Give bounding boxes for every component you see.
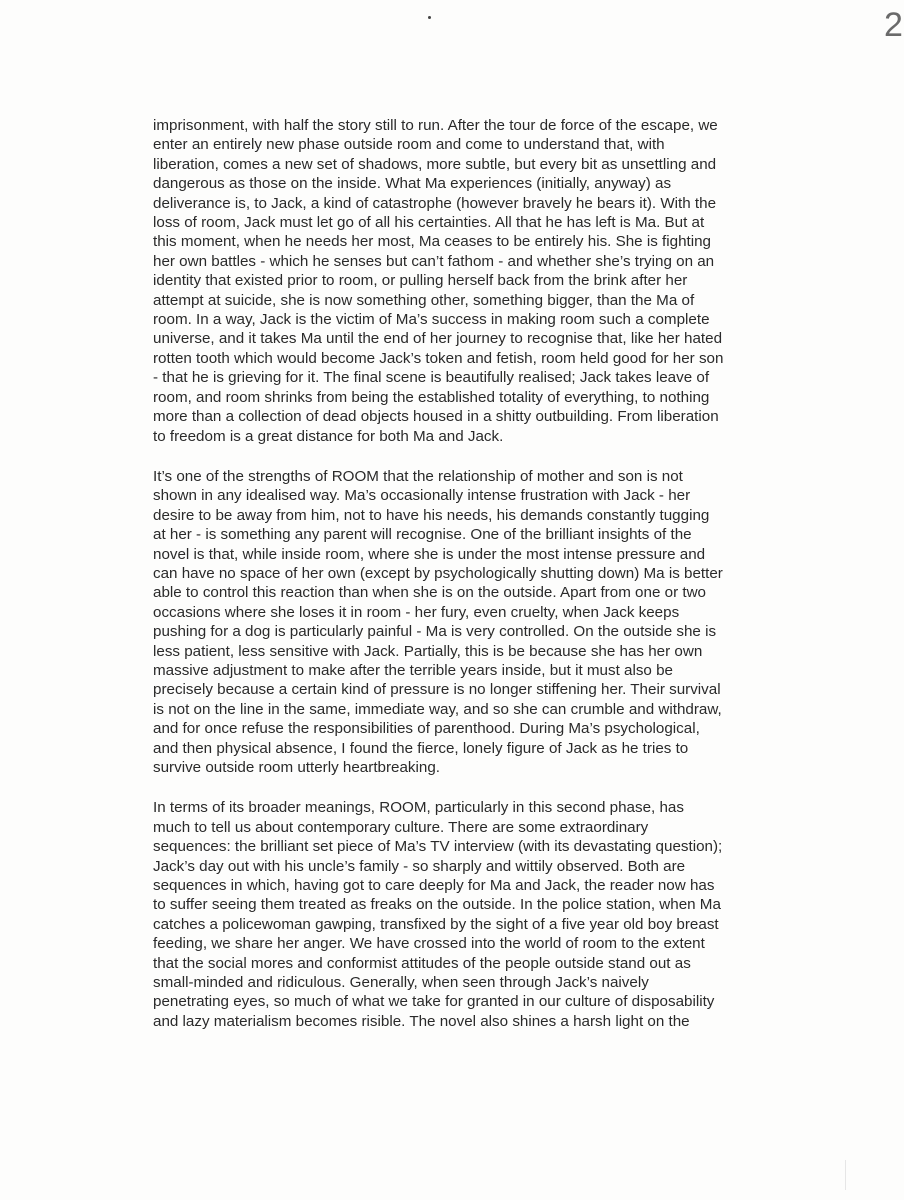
text-line: more than a collection of dead objects housed in a shitty outbuilding. From liberation	[153, 408, 719, 426]
text-line: imprisonment, with half the story still to run. After the tour de force of the escape, we	[153, 117, 718, 134]
text-line: loss of room, Jack must let go of all his certainties. All that he has left is Ma. But at	[153, 214, 705, 232]
text-line: pushing for a dog is particularly painful - Ma is very controlled. On the outside she is	[153, 623, 717, 641]
text-line: less patient, less sensitive with Jack. Partially, this is be because she has her own	[153, 642, 703, 660]
text-line: liberation, comes a new set of shadows, more subtle, but every bit as unsettling and	[153, 155, 717, 173]
text-line: able to control this reaction than when she is on the outside. Apart from one or two	[153, 584, 706, 602]
text-line: identity that existed prior to room, or pulling herself back from the brink after her	[153, 272, 688, 290]
scan-speck	[428, 16, 431, 19]
text-line: to freedom is a great distance for both Ma and Jack.	[153, 427, 504, 445]
text-line: survive outside room utterly heartbreaking.	[153, 759, 441, 776]
text-line: desire to be away from him, not to have his needs, his demands constantly tugging	[153, 506, 710, 524]
text-line: and lazy materialism becomes risible. The novel also shines a harsh light on the	[153, 1012, 690, 1030]
text-line: room, and room shrinks from being the established totality of everything, to nothing	[153, 388, 710, 406]
page-number: 2	[884, 8, 903, 42]
text-line: In terms of its broader meanings, ROOM, particularly in this second phase, has	[153, 799, 684, 817]
text-line: universe, and it takes Ma until the end of her journey to recognise that, like her hated	[153, 330, 723, 348]
paragraph-3	[153, 798, 773, 1031]
text-line: sequences: the brilliant set piece of Ma’s TV interview (with its devastating question);	[153, 838, 723, 856]
paragraph-1	[153, 116, 773, 446]
text-line: catches a policewoman gawping, transfixed by the sight of a five year old boy breast	[153, 915, 719, 933]
text-line: penetrating eyes, so much of what we take for granted in our culture of disposability	[153, 993, 715, 1011]
text-line: occasions where she loses it in room - her fury, even cruelty, when Jack keeps	[153, 603, 680, 621]
text-line: massive adjustment to make after the terrible years inside, but it must also be	[153, 661, 673, 679]
text-line: room. In a way, Jack is the victim of Ma’s success in making room such a complete	[153, 311, 710, 329]
text-line: this moment, when he needs her most, Ma ceases to be entirely his. She is fighting	[153, 233, 712, 251]
text-line: - that he is grieving for it. The final scene is beautifully realised; Jack takes leave of	[153, 369, 710, 387]
text-line: and then physical absence, I found the fierce, lonely figure of Jack as he tries to	[153, 739, 689, 757]
text-line: and for once refuse the responsibilities of parenthood. During Ma’s psychological,	[153, 720, 700, 738]
text-line: novel is that, while inside room, where she is under the most intense pressure and	[153, 545, 706, 563]
text-line: It’s one of the strengths of ROOM that the relationship of mother and son is not	[153, 467, 683, 485]
text-line: attempt at suicide, she is now something other, something bigger, than the Ma of	[153, 291, 695, 309]
text-line: shown in any idealised way. Ma’s occasionally intense frustration with Jack - her	[153, 487, 691, 505]
text-line: feeding, we share her anger. We have crossed into the world of room to the extent	[153, 935, 705, 953]
text-line: much to tell us about contemporary culture. There are some extraordinary	[153, 818, 649, 836]
paragraph-2	[153, 467, 773, 778]
text-line: sequences in which, having got to care deeply for Ma and Jack, the reader now has	[153, 877, 715, 895]
text-line: precisely because a certain kind of pressure is no longer stiffening her. Their survival	[153, 681, 721, 699]
text-line: Jack’s day out with his uncle’s family - so sharply and wittily observed. Both are	[153, 857, 686, 875]
text-line: to suffer seeing them treated as freaks on the outside. In the police station, when Ma	[153, 896, 721, 914]
text-line: is not on the line in the same, immediate way, and so she can crumble and withdraw,	[153, 700, 722, 718]
text-line: can have no space of her own (except by psychologically shutting down) Ma is better	[153, 564, 723, 582]
text-line: deliverance is, to Jack, a kind of catastrophe (however bravely he bears it). With the	[153, 194, 717, 212]
text-line: rotten tooth which would become Jack’s token and fetish, room held good for her son	[153, 349, 724, 367]
text-line: that the social mores and conformist attitudes of the people outside stand out as	[153, 954, 691, 972]
text-line: her own battles - which he senses but can’t fathom - and whether she’s trying on an	[153, 252, 715, 270]
text-line: dangerous as those on the inside. What Ma experiences (initially, anyway) as	[153, 175, 672, 193]
text-line: small-minded and ridiculous. Generally, when seen through Jack’s naively	[153, 974, 649, 992]
document-body	[153, 116, 773, 1052]
scan-edge-mark	[845, 1160, 846, 1190]
text-line: at her - is something any parent will recognise. One of the brilliant insights of the	[153, 526, 692, 544]
text-line: enter an entirely new phase outside room and come to understand that, with	[153, 136, 665, 154]
